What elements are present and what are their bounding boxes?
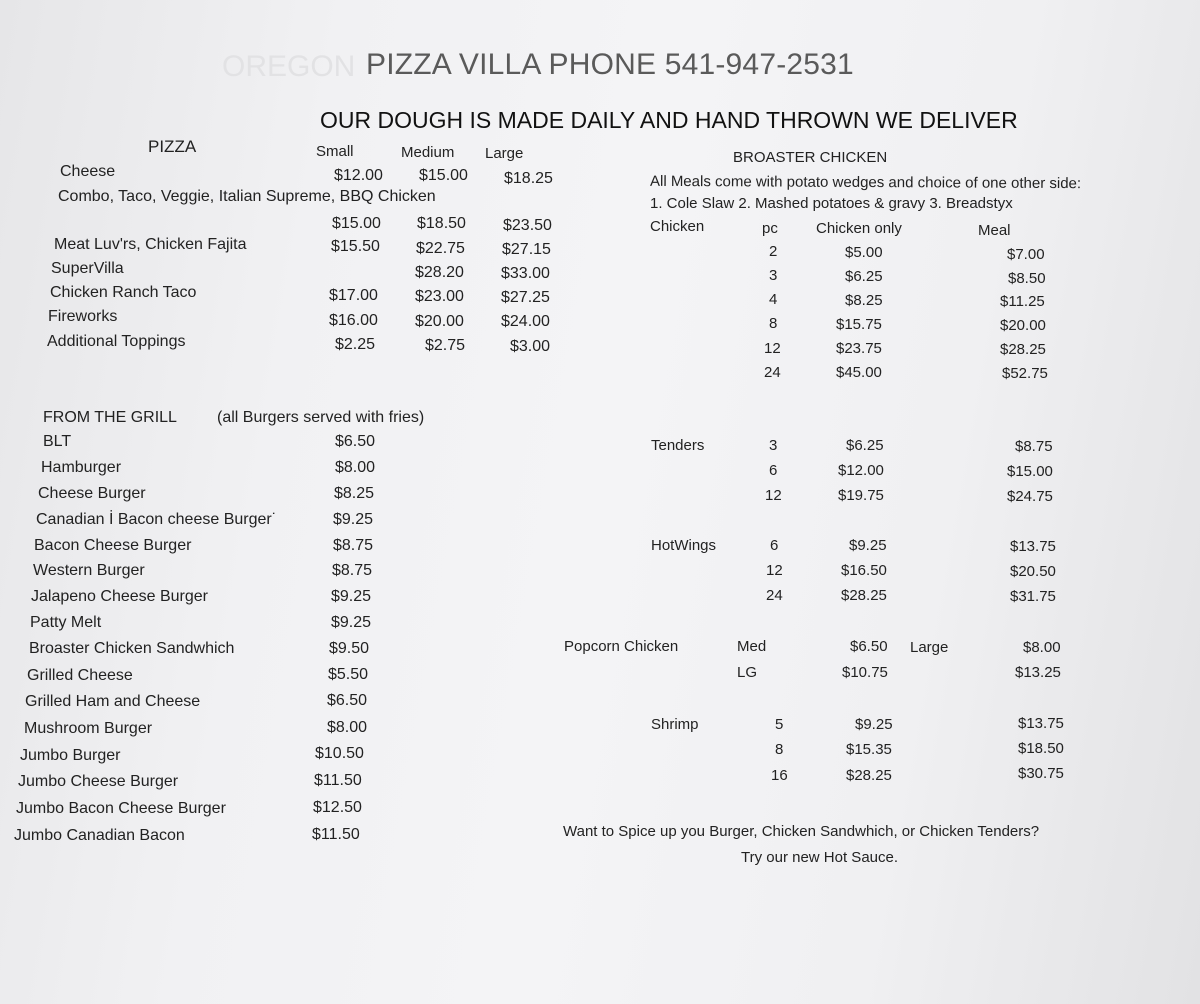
pizza-heading: PIZZA (148, 137, 197, 156)
price-medium: $28.20 (415, 264, 464, 281)
chicken-pc: 4 (769, 291, 778, 308)
shrimp-only-price: $28.25 (846, 767, 892, 784)
item-name: Bacon Cheese Burger (34, 537, 192, 554)
item-name: Jumbo Canadian Bacon (14, 827, 185, 844)
item-name: Combo, Taco, Veggie, Italian Supreme, BBQ Chicken (58, 188, 436, 205)
item-price: $9.50 (329, 640, 370, 657)
price-medium: $15.00 (419, 167, 468, 184)
item-name: BLT (43, 433, 72, 450)
item-price: $10.50 (315, 745, 364, 762)
item-price: $5.50 (328, 666, 369, 683)
item-name: Hamburger (41, 459, 122, 476)
shrimp-pc: 5 (775, 716, 784, 733)
shrimp-only-price: $15.35 (846, 741, 892, 758)
item-price: $6.50 (327, 692, 368, 709)
item-price: $8.75 (333, 537, 374, 554)
chicken-meal-price: $28.25 (1000, 341, 1046, 358)
chicken-only-price: $5.00 (845, 244, 883, 261)
popcorn-size: Med (737, 638, 767, 655)
item-name: Jumbo Cheese Burger (18, 773, 179, 790)
hotwings-only-price: $9.25 (849, 537, 887, 554)
item-name: Mushroom Burger (24, 720, 153, 737)
item-name: Western Burger (33, 562, 145, 579)
item-name: Fireworks (48, 308, 118, 325)
popcorn-meal-price: $8.00 (1023, 639, 1061, 656)
price-medium: $2.75 (425, 337, 466, 354)
price-large: $24.00 (501, 313, 550, 330)
item-name: Cheese Burger (38, 485, 146, 502)
chicken-meal-price: $8.50 (1008, 270, 1046, 287)
chicken-only-price: $45.00 (836, 364, 882, 381)
hotwings-label: HotWings (651, 537, 717, 554)
chicken-only-price: $23.75 (836, 340, 882, 357)
price-large: $18.25 (504, 170, 553, 187)
col-large: Large (485, 145, 524, 162)
item-price: $12.50 (313, 799, 362, 816)
popcorn-only-price: $10.75 (842, 664, 888, 681)
tenders-meal-price: $15.00 (1007, 463, 1053, 480)
col-pc: pc (762, 220, 778, 237)
price-small: $15.00 (332, 215, 381, 232)
item-price: $8.25 (334, 485, 375, 502)
shrimp-label: Shrimp (651, 716, 699, 733)
tenders-pc: 12 (765, 487, 782, 504)
chicken-pc: 24 (764, 364, 781, 381)
price-medium: $18.50 (417, 215, 466, 232)
chicken-meal-price: $7.00 (1007, 246, 1045, 263)
item-name: Jumbo Bacon Cheese Burger (16, 800, 226, 817)
hotwings-meal-price: $20.50 (1010, 563, 1056, 580)
grill-heading: FROM THE GRILL (43, 409, 177, 426)
tenders-label: Tenders (651, 437, 705, 454)
item-price: $8.75 (332, 562, 373, 579)
tenders-only-price: $12.00 (838, 462, 884, 479)
item-name: Chicken Ranch Taco (50, 284, 197, 301)
hotwings-pc: 12 (766, 562, 783, 579)
shrimp-pc: 8 (775, 741, 784, 758)
item-name: Additional Toppings (47, 333, 186, 350)
chicken-pc: 3 (769, 267, 778, 284)
hotwings-pc: 24 (766, 587, 783, 604)
item-name: Patty Melt (30, 614, 102, 631)
broaster-heading: BROASTER CHICKEN (733, 149, 888, 166)
popcorn-size-2: Large (910, 639, 949, 656)
promo-line-1: Want to Spice up you Burger, Chicken Sandwhich, or Chicken Tenders? (563, 823, 1040, 840)
col-small: Small (316, 143, 354, 160)
chicken-pc: 12 (764, 340, 781, 357)
shrimp-only-price: $9.25 (855, 716, 893, 733)
shrimp-meal-price: $13.75 (1018, 715, 1064, 732)
chicken-only-price: $15.75 (836, 316, 882, 333)
price-large: $27.15 (502, 241, 551, 258)
shrimp-meal-price: $18.50 (1018, 740, 1064, 757)
bleed-through-text: OREGON (222, 50, 356, 83)
price-medium: $23.00 (415, 288, 464, 305)
price-small: $16.00 (329, 312, 378, 329)
grill-note: (all Burgers served with fries) (217, 409, 425, 426)
chicken-only-price: $8.25 (845, 292, 883, 309)
price-small: $15.50 (331, 238, 380, 255)
broaster-note-2: 1. Cole Slaw 2. Mashed potatoes & gravy 3. Breadstyx (650, 195, 1013, 212)
shrimp-pc: 16 (771, 767, 788, 784)
shrimp-meal-price: $30.75 (1018, 765, 1064, 782)
item-name: Cheese (60, 163, 116, 180)
col-meal: Meal (978, 222, 1011, 239)
col-medium: Medium (401, 144, 455, 161)
item-price: $11.50 (312, 826, 360, 843)
price-small: $17.00 (329, 287, 378, 304)
price-large: $3.00 (510, 338, 551, 355)
price-medium: $22.75 (416, 240, 465, 257)
item-name: Grilled Cheese (27, 667, 133, 684)
tenders-pc: 6 (769, 462, 778, 479)
price-large: $27.25 (501, 289, 550, 306)
item-price: $11.50 (314, 772, 362, 789)
chicken-pc: 2 (769, 243, 778, 260)
item-name: SuperVilla (51, 260, 124, 277)
item-price: $8.00 (335, 459, 376, 476)
item-price: $9.25 (331, 614, 372, 631)
col-chicken-only: Chicken only (816, 220, 902, 237)
col-chicken: Chicken (650, 218, 705, 235)
item-price: $9.25 (333, 511, 374, 528)
chicken-pc: 8 (769, 315, 778, 332)
tenders-meal-price: $8.75 (1015, 438, 1053, 455)
price-small: $2.25 (335, 336, 376, 353)
chicken-meal-price: $52.75 (1002, 365, 1048, 382)
item-name: Grilled Ham and Cheese (25, 693, 201, 710)
item-price: $6.50 (335, 433, 376, 450)
hotwings-pc: 6 (770, 537, 779, 554)
hotwings-only-price: $16.50 (841, 562, 887, 579)
popcorn-label: Popcorn Chicken (564, 638, 679, 655)
item-name: Broaster Chicken Sandwhich (29, 640, 235, 657)
page-subtitle: OUR DOUGH IS MADE DAILY AND HAND THROWN WE DELIVER (320, 107, 1018, 133)
page-title: PIZZA VILLA PHONE 541-947-2531 (366, 48, 854, 81)
item-name: Meat Luv'rs, Chicken Fajita (54, 236, 247, 253)
chicken-only-price: $6.25 (845, 268, 883, 285)
popcorn-meal-price: $13.25 (1015, 664, 1061, 681)
item-name: Canadian İ Bacon cheese Burger˙ (36, 511, 278, 528)
price-large: $33.00 (501, 265, 550, 282)
price-medium: $20.00 (415, 313, 464, 330)
price-large: $23.50 (503, 217, 552, 234)
item-price: $8.00 (327, 719, 368, 736)
item-name: Jumbo Burger (20, 747, 121, 764)
popcorn-size: LG (737, 664, 758, 681)
tenders-only-price: $19.75 (838, 487, 884, 504)
tenders-pc: 3 (769, 437, 778, 454)
tenders-only-price: $6.25 (846, 437, 884, 454)
chicken-meal-price: $20.00 (1000, 317, 1046, 334)
item-price: $9.25 (331, 588, 372, 605)
popcorn-only-price: $6.50 (850, 638, 888, 655)
chicken-meal-price: $11.25 (1000, 293, 1045, 310)
item-name: Jalapeno Cheese Burger (31, 588, 209, 605)
hotwings-meal-price: $13.75 (1010, 538, 1056, 555)
promo-line-2: Try our new Hot Sauce. (741, 849, 899, 866)
hotwings-only-price: $28.25 (841, 587, 887, 604)
tenders-meal-price: $24.75 (1007, 488, 1053, 505)
hotwings-meal-price: $31.75 (1010, 588, 1056, 605)
broaster-note-1: All Meals come with potato wedges and choice of one other side: (649, 172, 1082, 193)
price-small: $12.00 (334, 167, 383, 184)
